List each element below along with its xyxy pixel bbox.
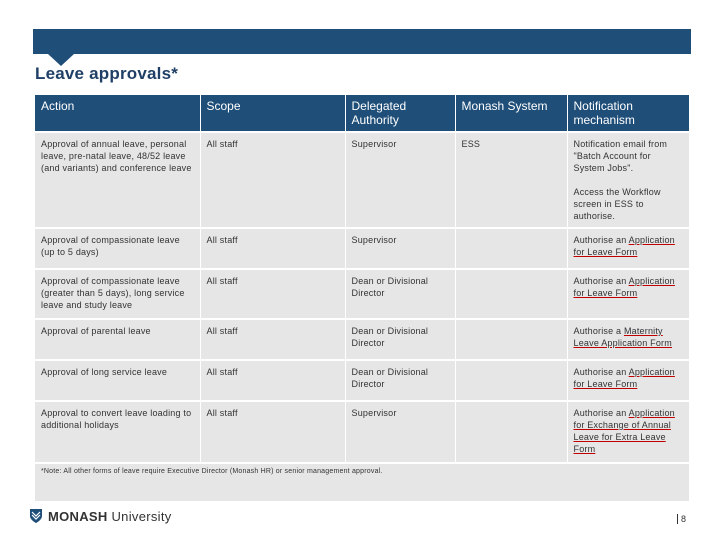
cell-authority: Supervisor xyxy=(345,132,455,228)
cell-system xyxy=(455,269,567,319)
notification-text: Access the Workflow screen in ESS to authorise. xyxy=(573,187,661,221)
cell-action: Approval of compassionate leave (up to 5 days) xyxy=(35,228,200,269)
cell-scope: All staff xyxy=(200,269,345,319)
cell-authority: Supervisor xyxy=(345,401,455,463)
page-title: Leave approvals* xyxy=(35,64,179,83)
header-monash-system: Monash System xyxy=(455,95,567,132)
cell-authority: Dean or Divisional Director xyxy=(345,319,455,360)
cell-scope: All staff xyxy=(200,401,345,463)
logo-bold: MONASH xyxy=(48,508,108,524)
cell-system: ESS xyxy=(455,132,567,228)
table-row xyxy=(35,401,689,463)
cell-action: Approval of annual leave, personal leave, pre-natal leave, 48/52 leave (and variants) and conference leave xyxy=(35,132,200,228)
note-row xyxy=(35,463,689,501)
table-row xyxy=(35,228,689,269)
cell-notification xyxy=(567,401,689,463)
form-link[interactable]: Maternity Leave Application Form xyxy=(573,326,672,348)
header-bar xyxy=(33,29,691,54)
footnote: *Note: All other forms of leave require Executive Director (Monash HR) or senior management approval. xyxy=(35,463,689,501)
cell-notification xyxy=(567,360,689,401)
notification-prefix: Authorise an xyxy=(573,408,629,418)
notification-text: Notification email from "Batch Account for System Jobs". xyxy=(573,139,668,173)
cell-system xyxy=(455,319,567,360)
cell-system xyxy=(455,360,567,401)
logo-rest: University xyxy=(107,508,172,524)
notification-prefix: Authorise an xyxy=(573,276,629,286)
form-link[interactable]: Application for Leave Form xyxy=(573,235,675,257)
cell-authority: Dean or Divisional Director xyxy=(345,360,455,401)
header-scope: Scope xyxy=(200,95,345,132)
form-link[interactable]: Application for Leave Form xyxy=(573,367,675,389)
table-header-row xyxy=(35,95,689,132)
cell-system xyxy=(455,401,567,463)
notification-prefix: Authorise an xyxy=(573,235,629,245)
cell-action: Approval to convert leave loading to additional holidays xyxy=(35,401,200,463)
header-action: Action xyxy=(35,95,200,132)
cell-action: Approval of compassionate leave (greater than 5 days), long service leave and study leave xyxy=(35,269,200,319)
form-link[interactable]: Application for Leave Form xyxy=(573,276,675,298)
cell-action: Approval of parental leave xyxy=(35,319,200,360)
table-row xyxy=(35,360,689,401)
form-link[interactable]: Application for Exchange of Annual Leave for Extra Leave Form xyxy=(573,408,675,454)
cell-scope: All staff xyxy=(200,360,345,401)
cell-authority: Supervisor xyxy=(345,228,455,269)
cell-notification xyxy=(567,132,689,228)
monash-shield-icon xyxy=(29,508,43,524)
cell-action: Approval of long service leave xyxy=(35,360,200,401)
notification-prefix: Authorise a xyxy=(573,326,624,336)
cell-notification xyxy=(567,269,689,319)
table-row xyxy=(35,269,689,319)
cell-notification xyxy=(567,319,689,360)
header-notification-mechanism: Notification mechanism xyxy=(567,95,689,132)
notification-prefix: Authorise an xyxy=(573,367,629,377)
logo-wordmark xyxy=(48,509,172,524)
header-delegated-authority: Delegated Authority xyxy=(345,95,455,132)
cell-scope: All staff xyxy=(200,132,345,228)
cell-authority: Dean or Divisional Director xyxy=(345,269,455,319)
table-row xyxy=(35,319,689,360)
leave-approvals-table xyxy=(35,95,689,501)
cell-notification xyxy=(567,228,689,269)
table-row xyxy=(35,132,689,228)
cell-scope: All staff xyxy=(200,319,345,360)
cell-scope: All staff xyxy=(200,228,345,269)
monash-logo xyxy=(29,508,172,524)
cell-system xyxy=(455,228,567,269)
page-number: 8 xyxy=(677,514,686,524)
